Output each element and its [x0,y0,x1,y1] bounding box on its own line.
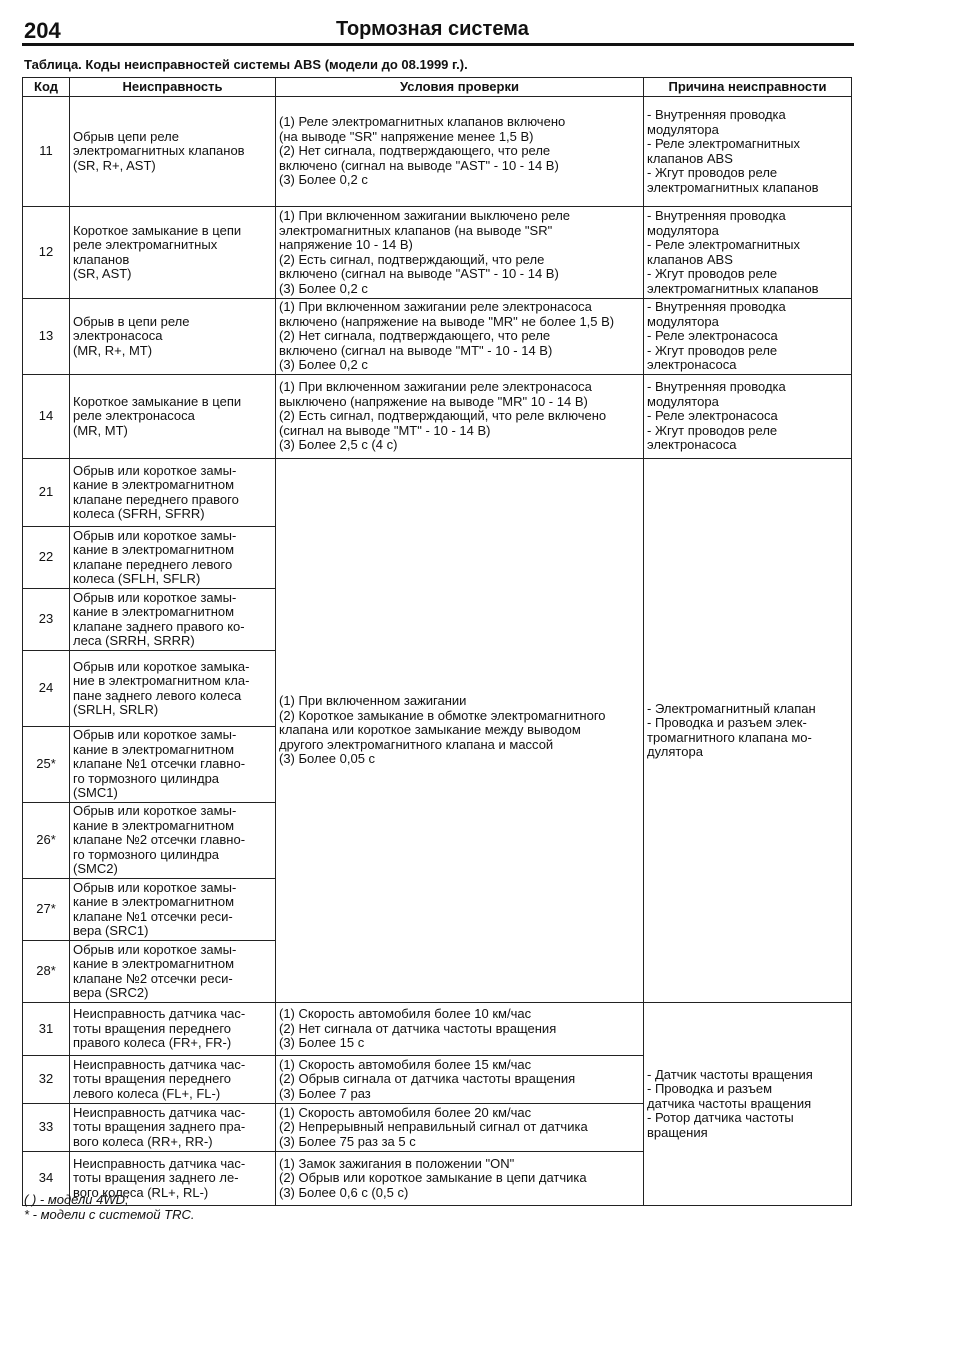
conditions-cell: (1) Замок зажигания в положении "ON" (2) Обрыв или короткое замыкание в цепи датчика (3) Более 0,6 с (0,5 с) [276,1152,644,1206]
table-row [23,1003,852,1056]
footnote-trc: * - модели с системой TRC. [24,1207,195,1222]
code-cell: 11 [23,97,70,207]
cause-cell: - Внутренняя проводка модулятора - Реле электромагнитных клапанов ABS - Жгут проводов реле электромагнитных клапанов [644,207,852,299]
fault-codes-table [22,77,852,1206]
code-cell: 28* [23,941,70,1003]
column-header-fault: Неисправность [70,78,276,97]
fault-cell: Обрыв или короткое замы- кание в электромагнитном клапане №1 отсечки реси- вера (SRC1) [70,879,276,941]
conditions-cell: (1) При включенном зажигании реле электронасоса выключено (напряжение на выводе "MR" 10 - 14 В) (2) Есть сигнал, подтверждающий, что реле включено (сигнал на выводе "MT" - 10 - 14 В) (3) Более 2,5 с (4 с) [276,375,644,459]
footnote-4wd: ( ) - модели 4WD; [24,1192,129,1207]
code-cell: 23 [23,589,70,651]
fault-cell: Обрыв цепи реле электромагнитных клапанов (SR, R+, AST) [70,97,276,207]
fault-cell: Обрыв или короткое замы- кание в электромагнитном клапане №2 отсечки главно- го тормозного цилиндра (SMC2) [70,803,276,879]
code-cell: 25* [23,727,70,803]
column-header-cause: Причина неисправности [644,78,852,97]
code-cell: 21 [23,459,70,527]
column-header-conditions: Условия проверки [276,78,644,97]
code-cell: 24 [23,651,70,727]
code-cell: 22 [23,527,70,589]
table-header-row [23,78,852,97]
cause-cell: - Внутренняя проводка модулятора - Реле электронасоса - Жгут проводов реле электронасоса [644,299,852,375]
cause-cell: - Внутренняя проводка модулятора - Реле электромагнитных клапанов ABS - Жгут проводов реле электромагнитных клапанов [644,97,852,207]
fault-cell: Обрыв или короткое замы- кание в электромагнитном клапане заднего правого ко- леса (SRRH, SRRR) [70,589,276,651]
code-cell: 27* [23,879,70,941]
conditions-cell: (1) При включенном зажигании выключено реле электромагнитных клапанов (на выводе "SR" напряжение 10 - 14 В) (2) Есть сигнал, подтверждающий, что реле включено (сигнал на выводе "AST" - 10 - 14 В) (3) Более 0,2 с [276,207,644,299]
column-header-code: Код [23,78,70,97]
fault-cell: Неисправность датчика час- тоты вращения заднего пра- вого колеса (RR+, RR-) [70,1104,276,1152]
page-title: Тормозная система [336,18,529,40]
fault-cell: Обрыв или короткое замы- кание в электромагнитном клапане №2 отсечки реси- вера (SRC2) [70,941,276,1003]
code-cell: 26* [23,803,70,879]
cause-cell: - Электромагнитный клапан - Проводка и разъем элек- тромагнитного клапана мо- дулятора [644,459,852,1003]
code-cell: 14 [23,375,70,459]
fault-cell: Короткое замыкание в цепи реле электромагнитных клапанов (SR, AST) [70,207,276,299]
table-row [23,207,852,299]
code-cell: 12 [23,207,70,299]
fault-cell: Обрыв в цепи реле электронасоса (MR, R+, MT) [70,299,276,375]
conditions-cell: (1) При включенном зажигании (2) Короткое замыкание в обмотке электромагнитного клапана или короткое замыкание между выводом другого электромагнитного клапана и массой (3) Более 0,05 с [276,459,644,1003]
table-row [23,97,852,207]
header-rule [22,43,854,46]
code-cell: 13 [23,299,70,375]
table-caption: Таблица. Коды неисправностей системы ABS (модели до 08.1999 г.). [24,57,468,72]
conditions-cell: (1) Скорость автомобиля более 20 км/час (2) Непрерывный неправильный сигнал от датчика (3) Более 75 раз за 5 с [276,1104,644,1152]
fault-cell: Неисправность датчика час- тоты вращения заднего ле- вого колеса (RL+, RL-) [70,1152,276,1206]
page-number: 204 [24,18,61,43]
table-row [23,299,852,375]
fault-cell: Обрыв или короткое замы- кание в электромагнитном клапане переднего правого колеса (SFRH, SFRR) [70,459,276,527]
code-cell: 33 [23,1104,70,1152]
code-cell: 34 [23,1152,70,1206]
conditions-cell: (1) Скорость автомобиля более 10 км/час (2) Нет сигнала от датчика частоты вращения (3) Более 15 с [276,1003,644,1056]
conditions-cell: (1) Скорость автомобиля более 15 км/час (2) Обрыв сигнала от датчика частоты вращения (3) Более 7 раз [276,1056,644,1104]
cause-cell: - Внутренняя проводка модулятора - Реле электронасоса - Жгут проводов реле электронасоса [644,375,852,459]
code-cell: 31 [23,1003,70,1056]
fault-cell: Обрыв или короткое замыка- ние в электромагнитном кла- пане заднего левого колеса (SRLH, SRLR) [70,651,276,727]
fault-cell: Обрыв или короткое замы- кание в электромагнитном клапане №1 отсечки главно- го тормозного цилиндра (SMC1) [70,727,276,803]
fault-cell: Обрыв или короткое замы- кание в электромагнитном клапане переднего левого колеса (SFLH, SFLR) [70,527,276,589]
fault-cell: Короткое замыкание в цепи реле электронасоса (MR, MT) [70,375,276,459]
conditions-cell: (1) Реле электромагнитных клапанов включено (на выводе "SR" напряжение менее 1,5 В) (2) Нет сигнала, подтверждающего, что реле включено (сигнал на выводе "AST" - 10 - 14 В) (3) Более 0,2 с [276,97,644,207]
fault-cell: Неисправность датчика час- тоты вращения переднего левого колеса (FL+, FL-) [70,1056,276,1104]
table-row [23,375,852,459]
fault-cell: Неисправность датчика час- тоты вращения переднего правого колеса (FR+, FR-) [70,1003,276,1056]
table-row [23,459,852,527]
cause-cell: - Датчик частоты вращения - Проводка и разъем датчика частоты вращения - Ротор датчика частоты вращения [644,1003,852,1206]
code-cell: 32 [23,1056,70,1104]
footnotes [24,1192,194,1222]
conditions-cell: (1) При включенном зажигании реле электронасоса включено (напряжение на выводе "MR" не более 1,5 В) (2) Нет сигнала, подтверждающего, что реле включено (сигнал на выводе "MT" - 10 - 14 В) (3) Более 0,2 с [276,299,644,375]
